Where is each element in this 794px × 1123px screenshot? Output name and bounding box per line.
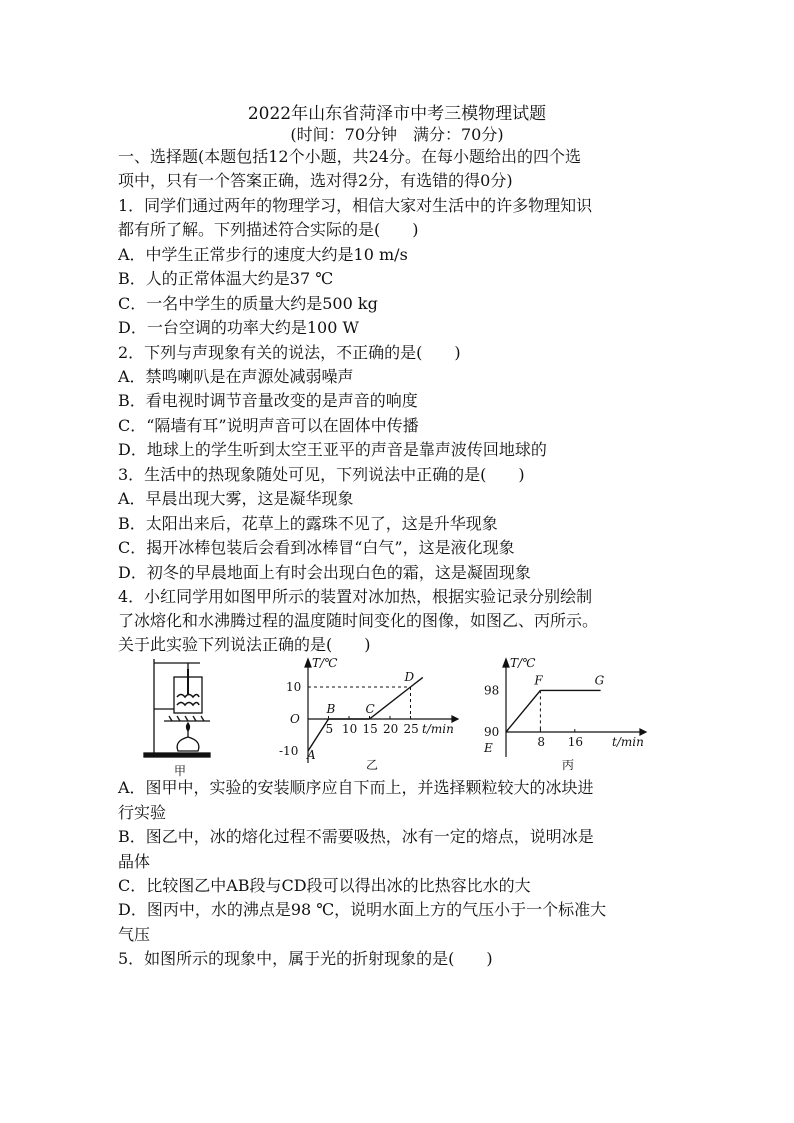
- x-tick-label: 25: [403, 722, 419, 736]
- q1-option-b: B．人的正常体温大约是37 ℃: [118, 269, 334, 288]
- q2-option-d: D．地球上的学生听到太空王亚平的声音是靠声波传回地球的: [118, 440, 547, 459]
- series-segment-EF: [506, 690, 540, 732]
- point-label-B: B: [326, 702, 336, 716]
- y-tick-label: -10: [279, 744, 299, 758]
- point-label-C: C: [365, 702, 375, 716]
- q2-stem: 2．下列与声现象有关的说法，不正确的是( ): [118, 343, 461, 362]
- yi-y-arrow: [305, 659, 311, 667]
- bing-y-axis-label: T/℃: [510, 656, 536, 670]
- point-label-D: D: [404, 670, 415, 684]
- exam-subtitle: (时间：70分钟 满分：70分): [290, 125, 504, 144]
- q4-option-d-line2: 气压: [118, 925, 151, 944]
- q1-stem1: 1．同学们通过两年的物理学习，相信大家对生活中的许多物理知识: [118, 196, 593, 215]
- q3-stem: 3．生活中的热现象随处可见，下列说法中正确的是( ): [118, 465, 525, 484]
- q2-option-b: B．看电视时调节音量改变的是声音的响度: [118, 391, 418, 410]
- exam-title: 2022年山东省菏泽市中考三模物理试题: [247, 104, 547, 124]
- wire-gauze: [169, 716, 204, 721]
- bing-y-arrow: [503, 659, 509, 667]
- ice-pieces: [177, 695, 199, 706]
- x-tick-label: 10: [342, 722, 358, 736]
- q4-option-a-line1: A．图甲中，实验的安装顺序应自下而上，并选择颗粒较大的冰块进: [118, 778, 594, 797]
- x-tick-label: 5: [325, 722, 334, 736]
- y-tick-label: 90: [484, 725, 500, 739]
- q4-option-d-line1: D．图丙中，水的沸点是98 ℃，说明水面上方的气压小于一个标准大: [118, 900, 607, 919]
- q4-option-a-line2: 行实验: [118, 803, 167, 822]
- q1-stem2: 都有所了解。下列描述符合实际的是( ): [118, 220, 419, 239]
- q5-stem: 5．如图所示的现象中，属于光的折射现象的是( ): [118, 949, 493, 968]
- q4-stem3: 关于此实验下列说法正确的是( ): [118, 635, 371, 654]
- q1-option-d: D．一台空调的功率大约是100 W: [118, 318, 359, 337]
- x-tick-label: 15: [362, 722, 378, 736]
- y-tick-label: 98: [484, 683, 500, 698]
- point-label-A: A: [307, 748, 316, 762]
- point-label-E: E: [484, 741, 493, 755]
- point-label-F: F: [534, 673, 543, 688]
- y-tick-label: 10: [286, 680, 302, 694]
- q3-option-c: C．揭开冰棒包装后会看到冰棒冒“白气”，这是液化现象: [118, 538, 515, 557]
- yi-y-axis-label: T/℃: [312, 656, 338, 670]
- yi-x-axis-label: t/min: [422, 722, 454, 736]
- section1-line2: 项中，只有一个答案正确，选对得2分，有选错的得0分): [118, 171, 513, 190]
- figure-bing-caption: 丙: [562, 758, 575, 772]
- bing-x-axis-label: t/min: [612, 735, 644, 749]
- figure-jia-caption: 甲: [174, 764, 187, 778]
- q3-option-d: D．初冬的早晨地面上有时会出现白色的霜，这是凝固现象: [118, 563, 531, 582]
- q3-option-b: B．太阳出来后，花草上的露珠不见了，这是升华现象: [118, 514, 498, 533]
- q2-option-a: A．禁鸣喇叭是在声源处减弱噪声: [118, 367, 354, 386]
- section1-line1: 一、选择题(本题包括12个小题，共24分。在每小题给出的四个选: [118, 147, 581, 166]
- alcohol-lamp: [177, 737, 199, 751]
- q3-option-a: A．早晨出现大雾，这是凝华现象: [118, 489, 354, 508]
- x-tick-label: 8: [537, 735, 546, 749]
- q4-option-b-line1: B．图乙中，冰的熔化过程不需要吸热，冰有一定的熔点，说明冰是: [118, 827, 594, 846]
- x-tick-label: 20: [383, 722, 399, 736]
- q1-option-c: C．一名中学生的质量大约是500 kg: [118, 294, 378, 313]
- q4-stem2: 了冰熔化和水沸腾过程的温度随时间变化的图像，如图乙、丙所示。: [118, 611, 599, 630]
- q4-option-b-line2: 晶体: [118, 852, 151, 871]
- q4-stem1: 4．小红同学用如图甲所示的装置对冰加热，根据实验记录分别绘制: [118, 587, 593, 606]
- series-segment-CD: [370, 687, 411, 719]
- figure-bing-chart: [474, 653, 654, 761]
- q4-option-c: C．比较图乙中AB段与CD段可以得出冰的比热容比水的大: [118, 876, 531, 895]
- stand-base: [144, 753, 210, 757]
- point-label-G: G: [594, 673, 605, 688]
- figure-yi-chart: [272, 655, 462, 765]
- q1-option-a: A．中学生正常步行的速度大约是10 m/s: [118, 245, 408, 264]
- figure-jia-apparatus: [140, 655, 216, 760]
- q2-option-c: C．“隔墙有耳”说明声音可以在固体中传播: [118, 416, 419, 435]
- yi-origin-label: O: [290, 712, 300, 726]
- figure-yi-caption: 乙: [366, 758, 379, 772]
- x-tick-label: 16: [567, 735, 584, 749]
